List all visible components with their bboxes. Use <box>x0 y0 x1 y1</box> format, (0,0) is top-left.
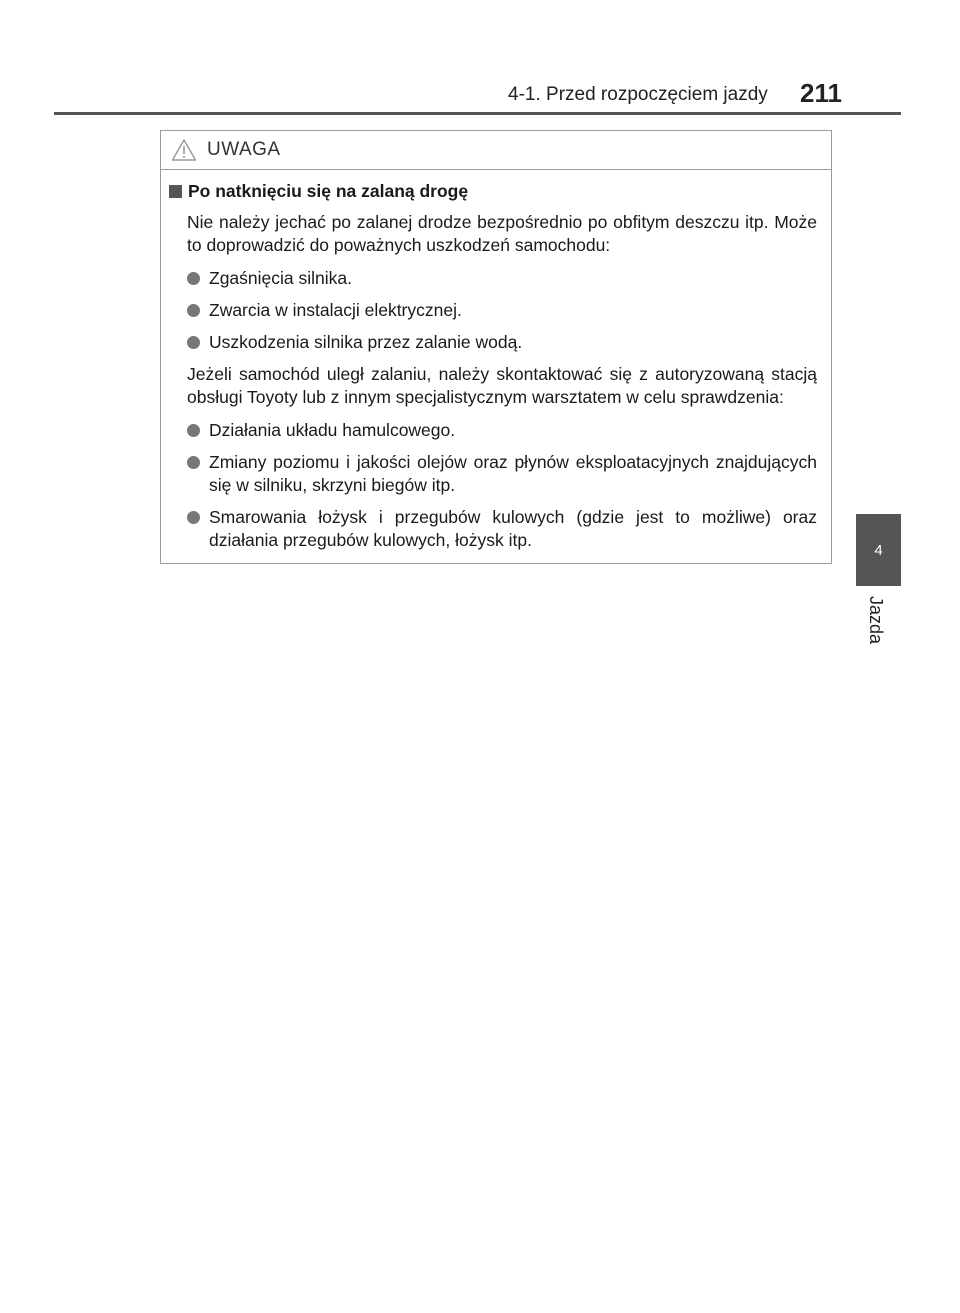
bullet-dot-icon <box>187 424 200 437</box>
list-item-text: Uszkodzenia silnika przez zalanie wodą. <box>209 332 523 352</box>
chapter-tab[interactable] <box>856 514 901 586</box>
list-item <box>187 331 817 354</box>
section-heading <box>169 181 817 202</box>
list-item-text: Działania układu hamulcowego. <box>209 420 456 440</box>
square-bullet-icon <box>169 185 182 198</box>
page-number: 211 <box>800 78 842 108</box>
list-item <box>187 267 817 290</box>
caution-box <box>160 130 832 564</box>
list-item-text: Zgaśnięcia silnika. <box>209 268 352 288</box>
caution-body <box>161 170 831 552</box>
list-item-text: Zwarcia w instalacji elektrycznej. <box>209 300 462 320</box>
bullet-dot-icon <box>187 304 200 317</box>
bullet-dot-icon <box>187 456 200 469</box>
list-item <box>187 506 817 552</box>
followup-paragraph: Jeżeli samochód uległ zalaniu, należy skontaktować się z autoryzowaną stacją obsługi Toyoty lub z innym specjalistycznym warsztatem w celu sprawdzenia: <box>187 364 817 407</box>
list-item <box>187 419 817 442</box>
bullet-dot-icon <box>187 272 200 285</box>
list-item <box>187 451 817 497</box>
caution-title: UWAGA <box>207 139 281 160</box>
list-item <box>187 299 817 322</box>
section-heading-text: Po natknięciu się na zalaną drogę <box>188 181 469 201</box>
intro-paragraph: Nie należy jechać po zalanej drodze bezpośrednio po obfitym deszczu itp. Może to doprowadzić do poważnych uszkodzeń samochodu: <box>187 212 817 255</box>
header-divider <box>54 112 901 115</box>
chapter-number: 4 <box>874 541 883 559</box>
bullet-dot-icon <box>187 336 200 349</box>
caution-header <box>161 131 831 170</box>
list-item-text: Zmiany poziomu i jakości olejów oraz płynów eksploatacyjnych znajdujących się w silniku, skrzyni biegów itp. <box>209 452 817 495</box>
list-item-text: Smarowania łożysk i przegubów kulowych (gdzie jest to możliwe) oraz działania przegubów kulowych, łożysk itp. <box>209 507 817 550</box>
running-header: 4-1. Przed rozpoczęciem jazdy <box>508 84 768 105</box>
warning-triangle-icon <box>171 138 197 162</box>
bullet-dot-icon <box>187 511 200 524</box>
chapter-label: Jazda <box>866 596 886 645</box>
